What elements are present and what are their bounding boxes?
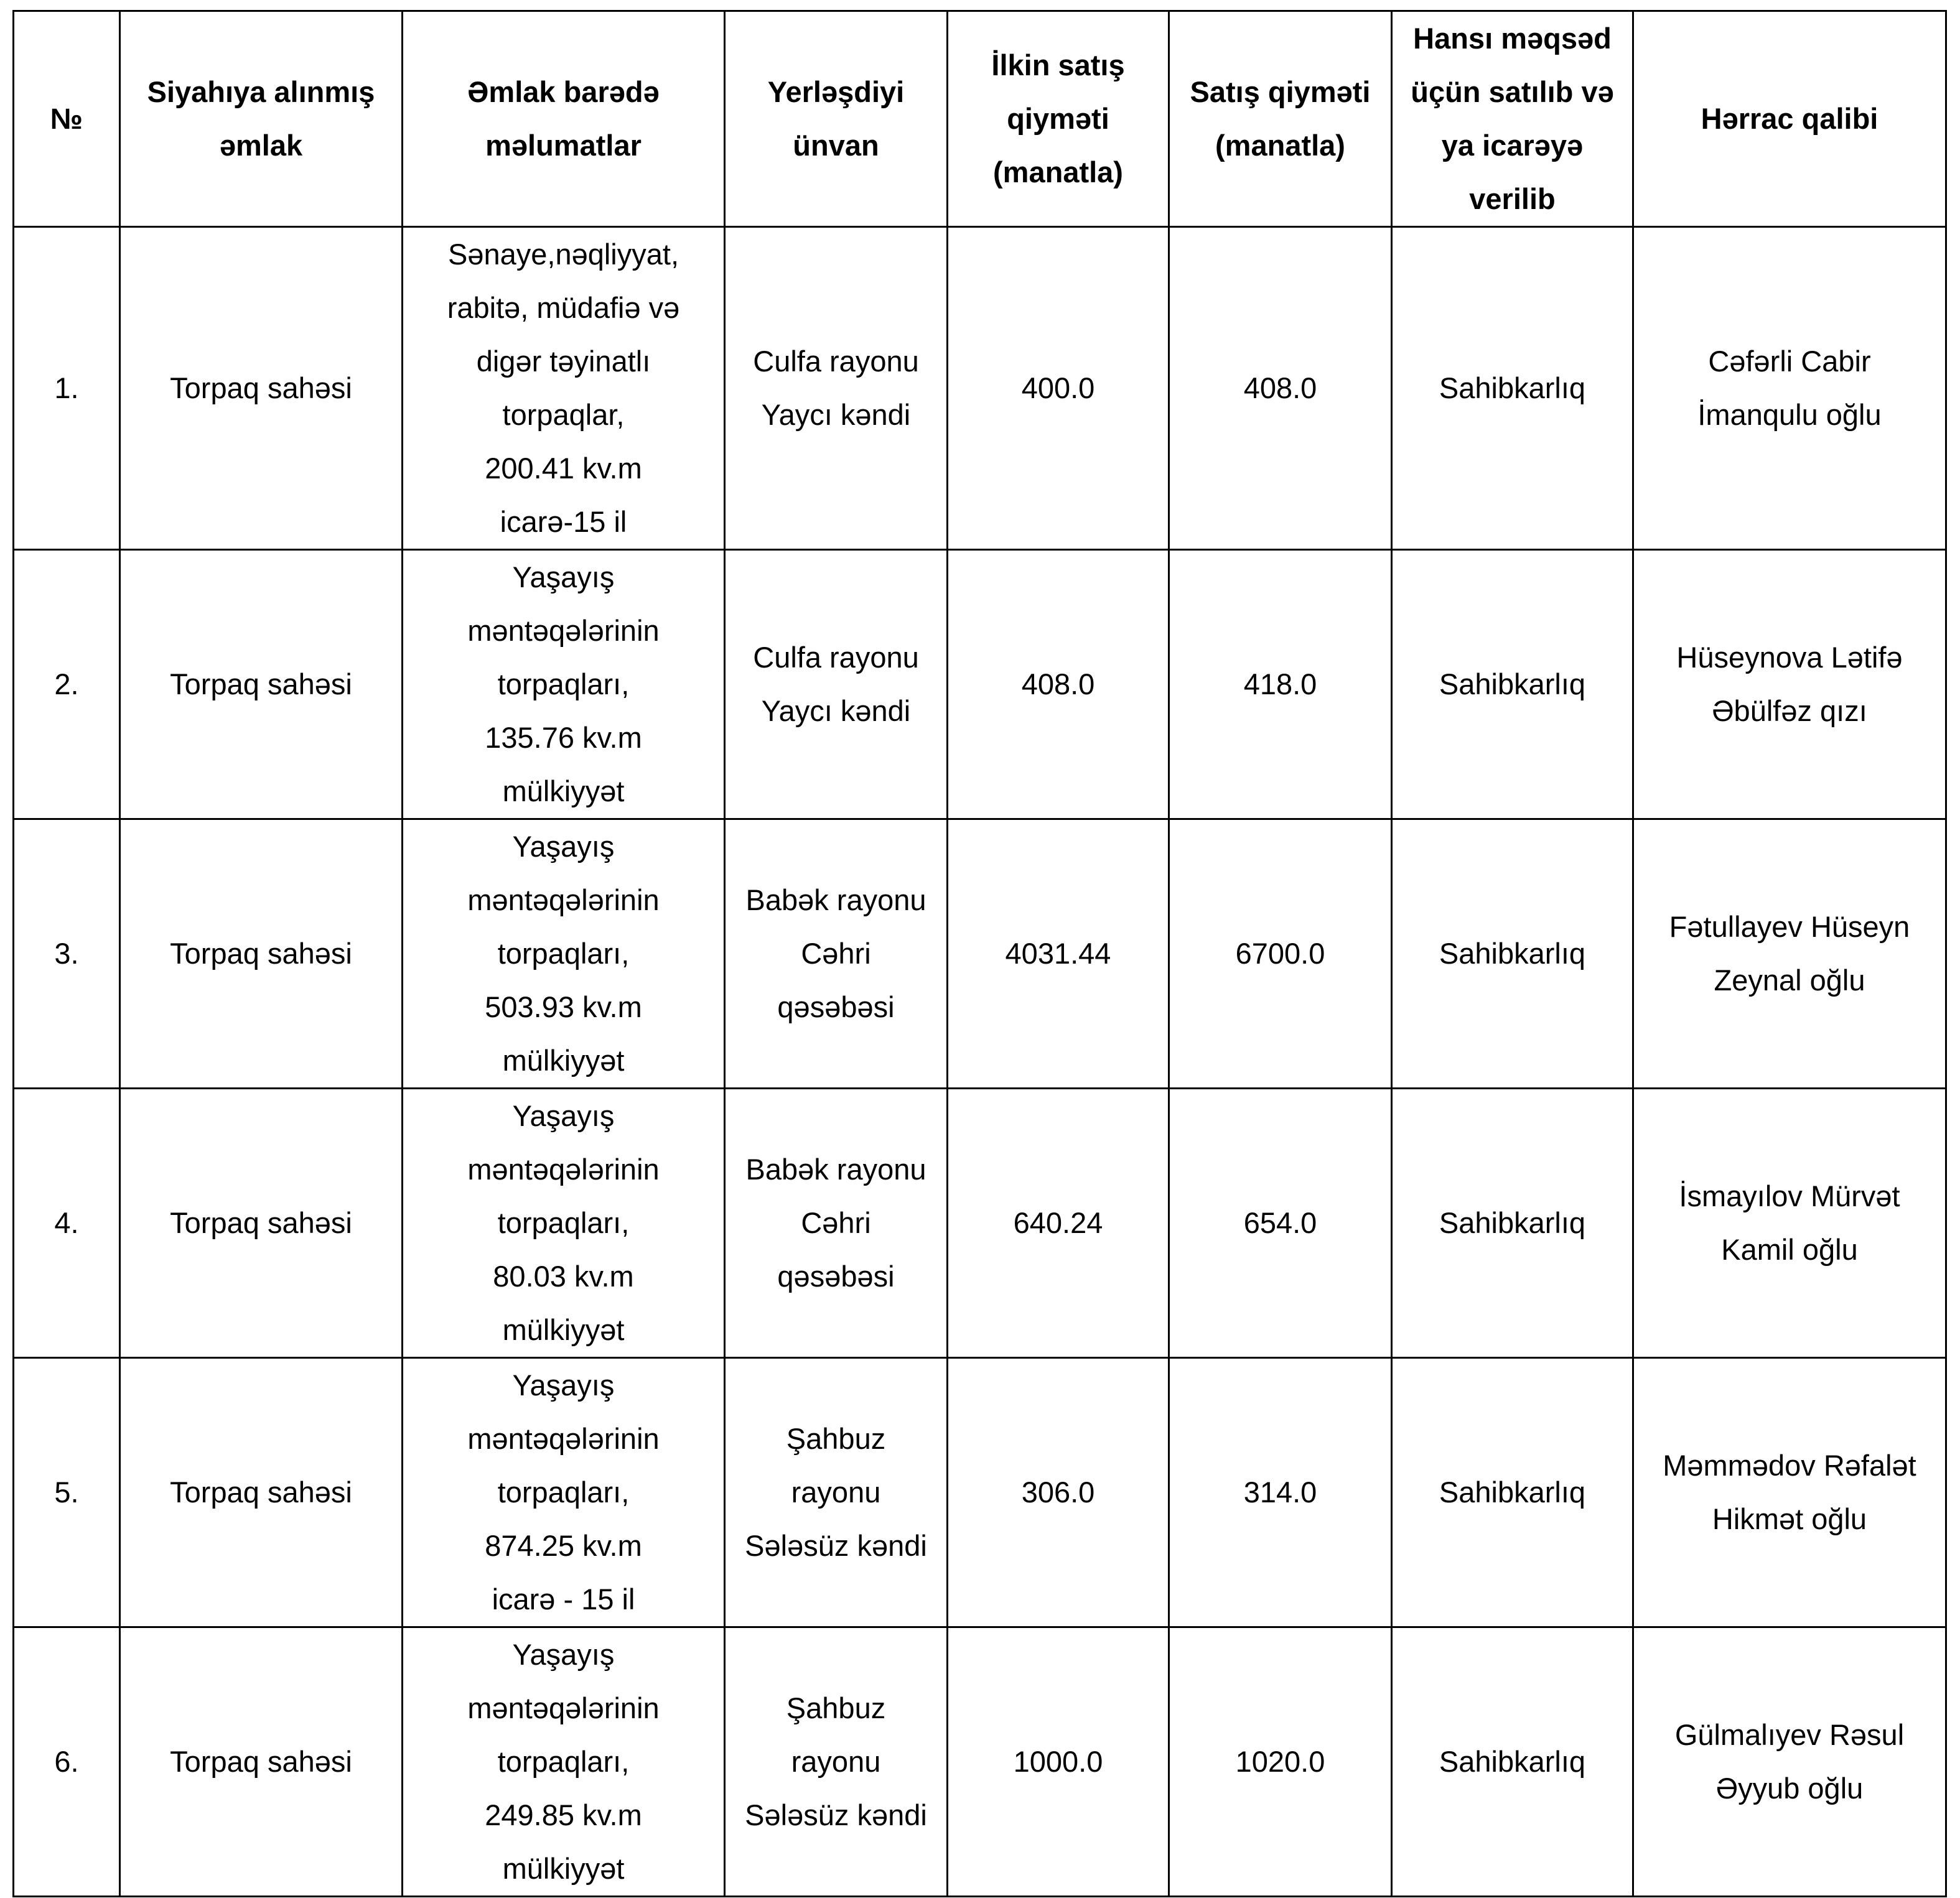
cell-sale-price: 408.0 bbox=[1169, 227, 1392, 550]
cell-number: 5. bbox=[14, 1358, 120, 1627]
cell-purpose: Sahibkarlıq bbox=[1392, 1089, 1633, 1358]
table-row bbox=[14, 550, 1946, 819]
cell-property: Torpaq sahəsi bbox=[120, 819, 403, 1089]
cell-purpose: Sahibkarlıq bbox=[1392, 550, 1633, 819]
table-row bbox=[14, 227, 1946, 550]
cell-winner: Fətullayev Hüseyn Zeynal oğlu bbox=[1633, 819, 1946, 1089]
header-listed-property: Siyahıya alınmış əmlak bbox=[120, 11, 403, 227]
cell-address: Babək rayonu Cəhri qəsəbəsi bbox=[725, 1089, 948, 1358]
cell-purpose: Sahibkarlıq bbox=[1392, 1627, 1633, 1897]
cell-initial-price: 640.24 bbox=[948, 1089, 1169, 1358]
cell-number: 1. bbox=[14, 227, 120, 550]
cell-number: 4. bbox=[14, 1089, 120, 1358]
cell-initial-price: 4031.44 bbox=[948, 819, 1169, 1089]
cell-sale-price: 314.0 bbox=[1169, 1358, 1392, 1627]
cell-sale-price: 654.0 bbox=[1169, 1089, 1392, 1358]
auction-results-table bbox=[12, 10, 1947, 1897]
cell-number: 6. bbox=[14, 1627, 120, 1897]
cell-initial-price: 306.0 bbox=[948, 1358, 1169, 1627]
cell-number: 3. bbox=[14, 819, 120, 1089]
cell-winner: Cəfərli Cabir İmanqulu oğlu bbox=[1633, 227, 1946, 550]
cell-purpose: Sahibkarlıq bbox=[1392, 819, 1633, 1089]
cell-address: Culfa rayonu Yaycı kəndi bbox=[725, 227, 948, 550]
cell-property: Torpaq sahəsi bbox=[120, 227, 403, 550]
cell-initial-price: 400.0 bbox=[948, 227, 1169, 550]
table-row bbox=[14, 819, 1946, 1089]
cell-initial-price: 408.0 bbox=[948, 550, 1169, 819]
cell-address: Şahbuz rayonu Sələsüz kəndi bbox=[725, 1627, 948, 1897]
cell-address: Babək rayonu Cəhri qəsəbəsi bbox=[725, 819, 948, 1089]
cell-address: Şahbuz rayonu Sələsüz kəndi bbox=[725, 1358, 948, 1627]
header-number: № bbox=[14, 11, 120, 227]
cell-winner: Məmmədov Rəfalət Hikmət oğlu bbox=[1633, 1358, 1946, 1627]
table-row bbox=[14, 1627, 1946, 1897]
cell-property: Torpaq sahəsi bbox=[120, 1089, 403, 1358]
cell-details: Yaşayış məntəqələrinin torpaqları, 874.25 kv.m icarə - 15 il bbox=[403, 1358, 725, 1627]
cell-winner: Hüseynova Lətifə Əbülfəz qızı bbox=[1633, 550, 1946, 819]
cell-winner: İsmayılov Mürvət Kamil oğlu bbox=[1633, 1089, 1946, 1358]
cell-purpose: Sahibkarlıq bbox=[1392, 1358, 1633, 1627]
cell-winner: Gülmalıyev Rəsul Əyyub oğlu bbox=[1633, 1627, 1946, 1897]
header-purpose: Hansı məqsəd üçün satılıb və ya icarəyə verilib bbox=[1392, 11, 1633, 227]
cell-details: Yaşayış məntəqələrinin torpaqları, 80.03 kv.m mülkiyyət bbox=[403, 1089, 725, 1358]
header-property-details: Əmlak barədə məlumatlar bbox=[403, 11, 725, 227]
cell-property: Torpaq sahəsi bbox=[120, 1358, 403, 1627]
table-row bbox=[14, 1089, 1946, 1358]
cell-sale-price: 1020.0 bbox=[1169, 1627, 1392, 1897]
table-row bbox=[14, 1358, 1946, 1627]
cell-details: Yaşayış məntəqələrinin torpaqları, 135.76 kv.m mülkiyyət bbox=[403, 550, 725, 819]
cell-details: Sənaye,nəqliyyat, rabitə, müdafiə və digər təyinatlı torpaqlar, 200.41 kv.m icarə-15 il bbox=[403, 227, 725, 550]
cell-sale-price: 6700.0 bbox=[1169, 819, 1392, 1089]
header-sale-price: Satış qiyməti (manatla) bbox=[1169, 11, 1392, 227]
cell-details: Yaşayış məntəqələrinin torpaqları, 249.85 kv.m mülkiyyət bbox=[403, 1627, 725, 1897]
cell-address: Culfa rayonu Yaycı kəndi bbox=[725, 550, 948, 819]
cell-sale-price: 418.0 bbox=[1169, 550, 1392, 819]
cell-purpose: Sahibkarlıq bbox=[1392, 227, 1633, 550]
cell-property: Torpaq sahəsi bbox=[120, 550, 403, 819]
cell-number: 2. bbox=[14, 550, 120, 819]
cell-details: Yaşayış məntəqələrinin torpaqları, 503.93 kv.m mülkiyyət bbox=[403, 819, 725, 1089]
cell-initial-price: 1000.0 bbox=[948, 1627, 1169, 1897]
cell-property: Torpaq sahəsi bbox=[120, 1627, 403, 1897]
header-initial-price: İlkin satış qiyməti (manatla) bbox=[948, 11, 1169, 227]
header-auction-winner: Hərrac qalibi bbox=[1633, 11, 1946, 227]
header-address: Yerləşdiyi ünvan bbox=[725, 11, 948, 227]
table-header-row bbox=[14, 11, 1946, 227]
